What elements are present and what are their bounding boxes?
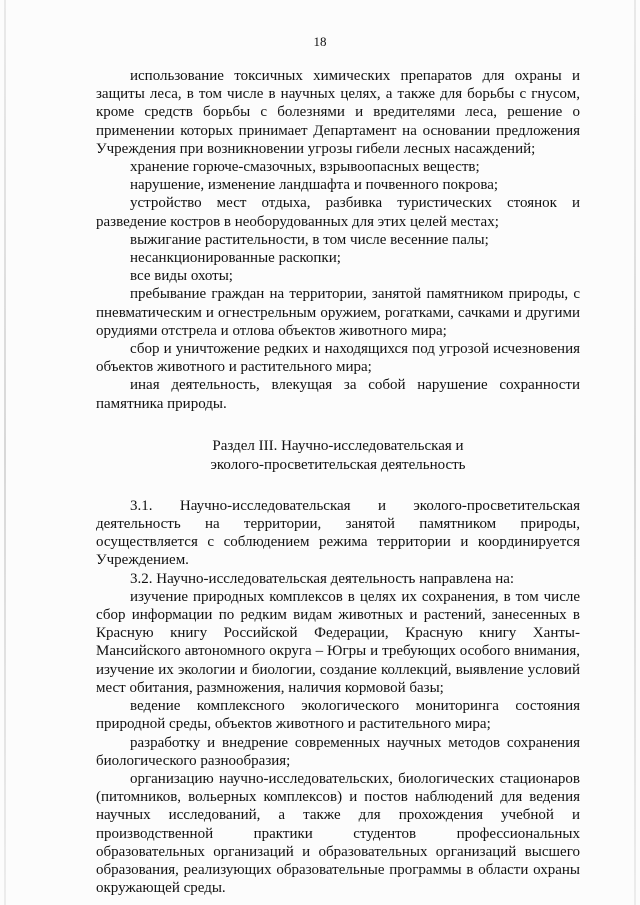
scan-edge-right xyxy=(634,0,636,905)
page-number: 18 xyxy=(313,34,327,49)
paragraph: иная деятельность, влекущая за собой нарушение сохранности памятника природы. xyxy=(96,377,580,412)
scan-edge-left xyxy=(4,0,6,905)
paragraph: 3.1. Научно-исследовательская и эколого-просветительская деятельность на территории, занятой памятником природы, осуществляется с соблюдением режима территории и координируется Учреждением. xyxy=(96,497,580,569)
paragraph: устройство мест отдыха, разбивка туристических стоянок и разведение костров в необорудованных для этих целей местах; xyxy=(96,195,580,230)
paragraph: 3.2. Научно-исследовательская деятельность направлена на: xyxy=(130,570,515,587)
paragraph: организацию научно-исследовательских, биологических стационаров (питомников, вольерных комплексов) и постов наблюдений для ведения научных исследований, а также для прохождения учебной и производственной практики студентов профессиональных образовательных организаций и образовательных организаций высшего образования, реализующих образовательные программы в области охраны окружающей среды. xyxy=(96,770,580,897)
paragraph: разработку и внедрение современных научных методов сохранения биологического разнообразия; xyxy=(96,734,580,769)
paragraph: пребывание граждан на территории, занятой памятником природы, с пневматическим и огнестрельным оружием, рогатками, сачками и другими орудиями отстрела и отлова объектов животного мира; xyxy=(96,286,580,339)
document-body xyxy=(96,67,580,897)
paragraph: выжигание растительности, в том числе весенние палы; xyxy=(130,231,489,248)
paragraph: несанкционированные раскопки; xyxy=(130,250,341,267)
paragraph: все виды охоты; xyxy=(130,268,233,285)
paragraph: использование токсичных химических препаратов для охраны и защиты леса, в том числе в научных целях, а также для борьбы с гнусом, кроме средств борьбы с болезнями и вредителями леса, решение о применении которых принимает Департамент на основании предложения Учреждения при возникновении угрозы гибели лесных насаждений; xyxy=(96,68,580,157)
section-heading-line-1: Раздел III. Научно-исследовательская и xyxy=(212,437,464,454)
paragraph: нарушение, изменение ландшафта и почвенного покрова; xyxy=(130,177,499,194)
paragraph: ведение комплексного экологического мониторинга состояния природной среды, объектов животного и растительного мира; xyxy=(96,698,580,733)
paragraph: изучение природных комплексов в целях их сохранения, в том числе сбор информации по редким видам животных и растений, занесенных в Красную книгу Российской Федерации, Красную книгу Ханты-Мансийского автономного округа – Югры и требующих особого внимания, изучение их экологии и биологии, создание коллекций, выявление условий мест обитания, размножения, наличия кормовой базы; xyxy=(96,588,580,696)
section-heading-line-2: эколого-просветительская деятельность xyxy=(210,456,466,473)
paragraph: сбор и уничтожение редких и находящихся под угрозой исчезновения объектов животного и растительного мира; xyxy=(96,341,580,376)
paragraph: хранение горюче-смазочных, взрывоопасных веществ; xyxy=(130,159,480,176)
section-heading xyxy=(96,437,580,475)
